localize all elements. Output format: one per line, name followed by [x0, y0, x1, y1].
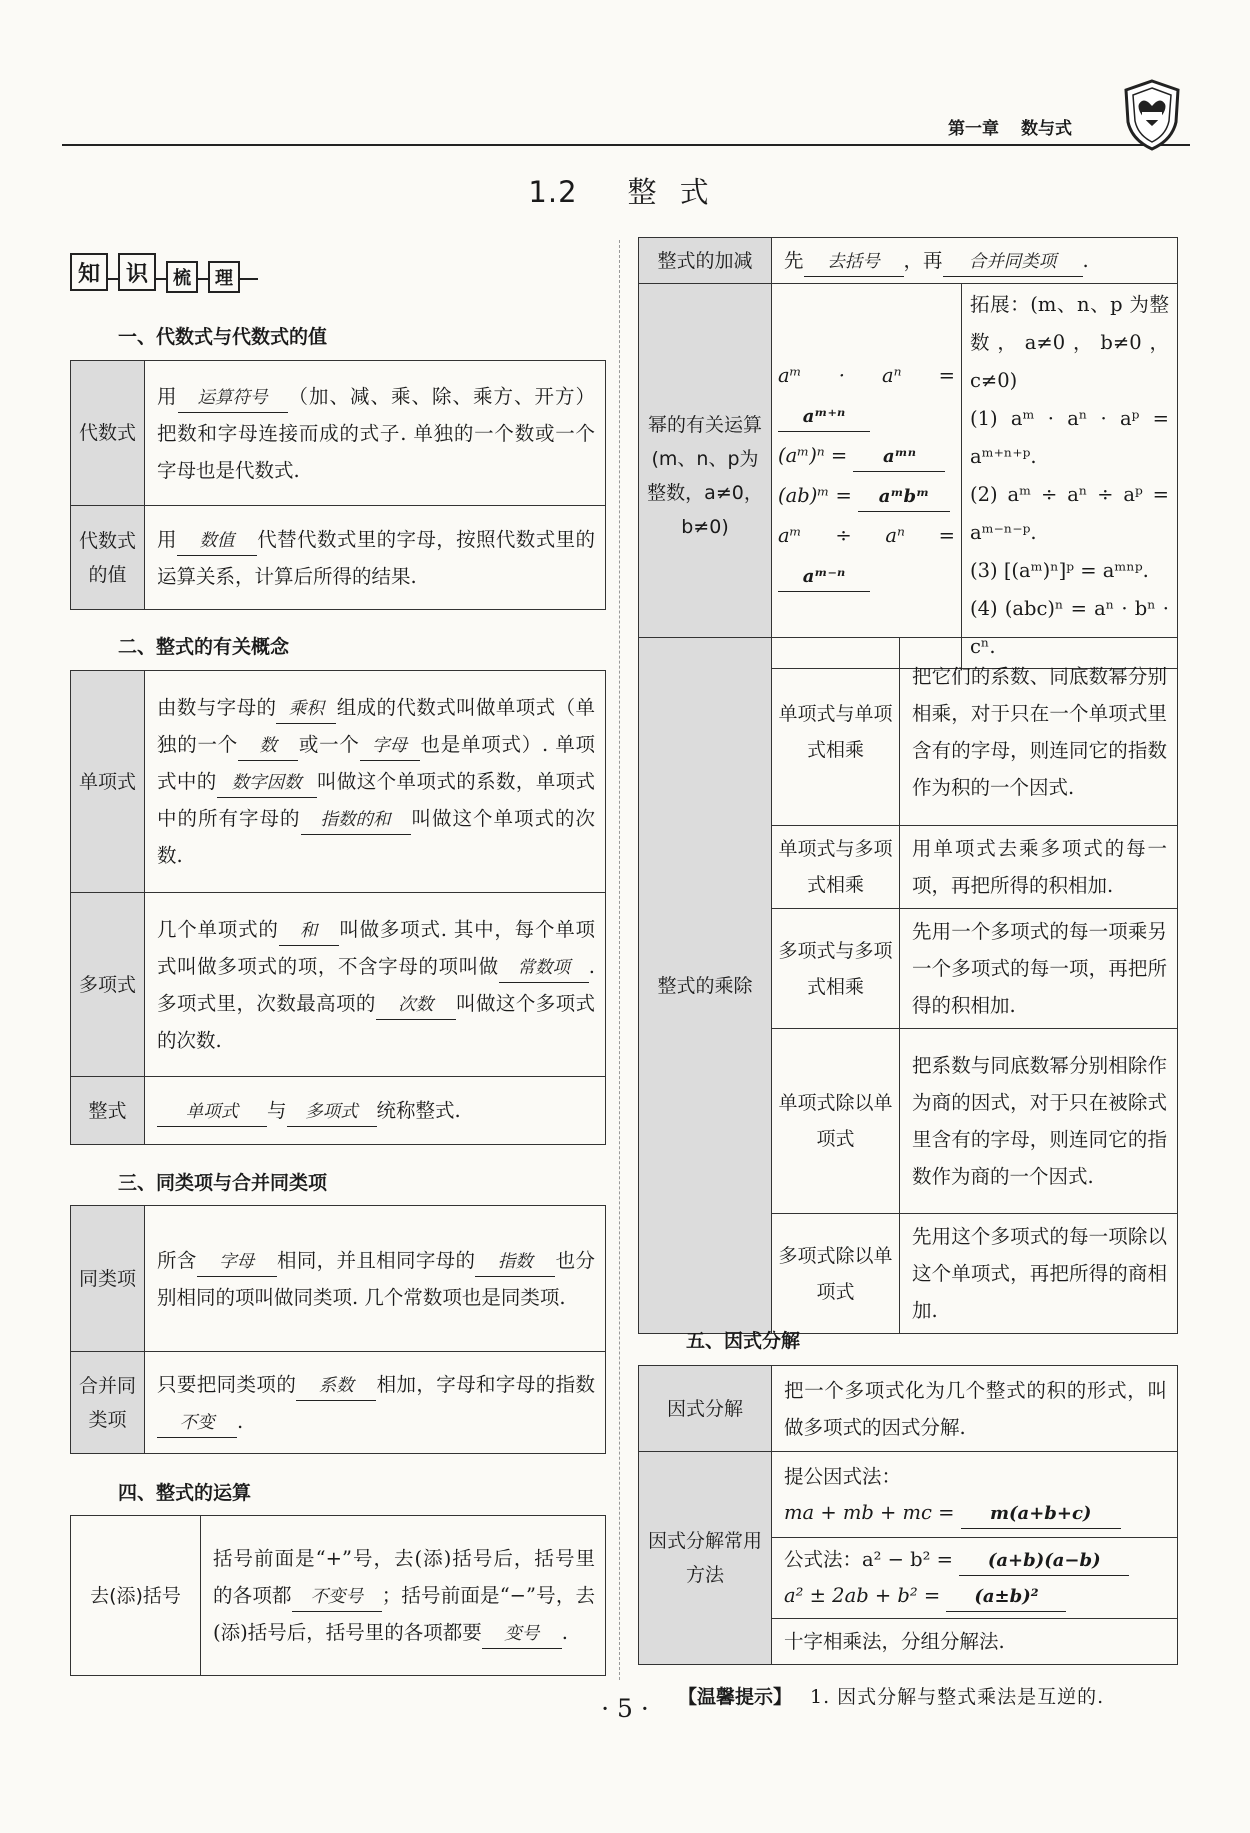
answer-blank: 数字因数 [217, 769, 317, 798]
page-header [62, 90, 1190, 146]
row-content: 所含 字母 相同，并且相同字母的 指数 也分别相同的项叫做同类项. 几个常数项也是同类项. [145, 1206, 606, 1352]
section3-heading: 三、同类项与合并同类项 [118, 1172, 328, 1194]
row-label: 去(添)括号 [71, 1516, 201, 1676]
answer-blank: 系数 [296, 1372, 376, 1401]
row-label: 多项式 [71, 893, 145, 1077]
row-content: 只要把同类项的 系数 相加，字母和字母的指数不变 . [145, 1352, 606, 1454]
section5-heading: 五、因式分解 [686, 1330, 801, 1352]
table-row [71, 671, 606, 893]
row-content: 把系数与同底数幂分别相除作为商的因式，对于只在被除式里含有的字母，则连同它的指数作为商的一个因式. [900, 1029, 1178, 1214]
column-divider [619, 240, 620, 1680]
answer-blank: 字母 [197, 1248, 277, 1277]
row-label: 整式的乘除 [639, 638, 772, 1334]
answer-blank: 指数 [475, 1248, 555, 1277]
page-title [0, 170, 1250, 211]
banner-char-1: 知 [70, 253, 108, 291]
section2-table [70, 670, 606, 1145]
answer-blank: (a+b)(a−b) [959, 1547, 1129, 1576]
answer-blank: 不变号 [292, 1583, 382, 1612]
table-row [639, 638, 1178, 826]
chapter-topic: 数与式 [1021, 119, 1072, 139]
section4-heading: 四、整式的运算 [118, 1482, 252, 1504]
row-content: 先 去括号 ，再 合并同类项 . [772, 238, 1178, 284]
method-common-factor: 提公因式法： ma + mb + mc = m(a+b+c) [772, 1452, 1178, 1538]
answer-blank: 多项式 [287, 1098, 377, 1127]
table-row [71, 361, 606, 506]
row-label: 单项式 [71, 671, 145, 893]
multiply-divide-table [638, 637, 1178, 1334]
row-content: 用 数值 代替代数式里的字母，按照代数式里的运算关系，计算后所得的结果. [145, 506, 606, 610]
section2-heading: 二、整式的有关概念 [118, 636, 290, 658]
row-content: 把一个多项式化为几个整式的积的形式，叫做多项式的因式分解. [772, 1366, 1178, 1452]
answer-blank: 乘积 [276, 695, 336, 724]
sub-label: 多项式除以单项式 [772, 1214, 900, 1334]
row-content: 先用这个多项式的每一项除以这个单项式，再把所得的商相加. [900, 1214, 1178, 1334]
answer-blank: 单项式 [157, 1098, 267, 1127]
operations-table [638, 237, 1178, 669]
table-row [639, 284, 1178, 669]
sub-label: 单项式与多项式相乘 [772, 826, 900, 909]
answer-blank: 指数的和 [301, 806, 411, 835]
section1-heading: 一、代数式与代数式的值 [118, 326, 328, 348]
table-row [71, 1516, 606, 1676]
row-label: 整式 [71, 1077, 145, 1145]
table-row [71, 1077, 606, 1145]
row-label: 代数式的值 [71, 506, 145, 610]
answer-blank: 合并同类项 [943, 248, 1083, 277]
knowledge-banner [70, 250, 258, 294]
title-char-2: 式 [679, 175, 712, 209]
banner-char-3: 梳 [166, 261, 198, 293]
chapter-heading [948, 114, 1072, 139]
page-number: · 5 · [601, 1694, 649, 1723]
row-content: 用单项式去乘多项式的每一项，再把所得的积相加. [900, 826, 1178, 909]
row-content: 几个单项式的 和 叫做多项式. 其中，每个单项式叫做多项式的项，不含字母的项叫做 常数项 . 多项式里，次数最高项的 次数 叫做这个多项式的次数. [145, 893, 606, 1077]
answer-blank: (a±b)² [946, 1583, 1066, 1612]
row-content: 先用一个多项式的每一项乘另一个多项式的每一项，再把所得的积相加. [900, 909, 1178, 1029]
table-row [71, 893, 606, 1077]
section5-table [638, 1365, 1178, 1665]
table-row [71, 506, 606, 610]
answer-blank: 字母 [360, 732, 420, 761]
table-row [639, 1366, 1178, 1452]
table-row [71, 1206, 606, 1352]
answer-blank: 不变 [157, 1409, 237, 1438]
table-row [639, 1452, 1178, 1538]
answer-blank: 次数 [376, 991, 456, 1020]
section1-table [70, 360, 606, 610]
row-label: 合并同类项 [71, 1352, 145, 1454]
row-content: 单项式 与 多项式 统称整式. [145, 1077, 606, 1145]
method-other: 十字相乘法，分组分解法. [772, 1619, 1178, 1665]
row-label: 整式的加减 [639, 238, 772, 284]
shield-logo-icon [1120, 78, 1184, 152]
section4-table [70, 1515, 606, 1676]
table-row [639, 238, 1178, 284]
row-content: 括号前面是“+”号，去(添)括号后，括号里的各项都 不变号 ；括号前面是“−”号，去(添)括号后，括号里的各项都要 变号 . [201, 1516, 606, 1676]
answer-blank: 去括号 [804, 248, 904, 277]
row-content: 把它们的系数、同底数幂分别相乘，对于只在一个单项式里含有的字母，则连同它的指数作为积的一个因式. [900, 638, 1178, 826]
answer-blank: 变号 [482, 1620, 562, 1649]
table-row [71, 1352, 606, 1454]
answer-blank: 常数项 [499, 954, 589, 983]
power-rules: aᵐ · aⁿ = aᵐ⁺ⁿ (aᵐ)ⁿ = aᵐⁿ (ab)ᵐ = aᵐbᵐ aᵐ ÷ aⁿ = aᵐ⁻ⁿ [772, 284, 962, 669]
answer-blank: aᵐⁿ [853, 443, 945, 472]
tips-label: 【温馨提示】 [678, 1686, 793, 1708]
row-label: 幂的有关运算(m、n、p为整数，a≠0，b≠0) [639, 284, 772, 669]
sub-label: 多项式与多项式相乘 [772, 909, 900, 1029]
row-label: 因式分解 [639, 1366, 772, 1452]
method-formula: 公式法：a² − b² = (a+b)(a−b) a² ± 2ab + b² = (a±b)² [772, 1538, 1178, 1619]
row-content: 用 运算符号 （加、减、乘、除、乘方、开方）把数和字母连接而成的式子. 单独的一个数或一个字母也是代数式. [145, 361, 606, 506]
chapter-number: 第一章 [948, 119, 999, 139]
row-label: 因式分解常用方法 [639, 1452, 772, 1665]
row-label: 代数式 [71, 361, 145, 506]
answer-blank: m(a+b+c) [961, 1500, 1121, 1529]
sub-label: 单项式除以单项式 [772, 1029, 900, 1214]
answer-blank: aᵐ⁻ⁿ [778, 563, 870, 592]
answer-blank: 运算符号 [178, 384, 288, 413]
answer-blank: 和 [279, 917, 339, 946]
answer-blank: aᵐbᵐ [858, 483, 950, 512]
title-char-1: 整 [627, 175, 660, 209]
title-number: 1.2 [528, 175, 578, 209]
answer-blank: 数 [238, 732, 298, 761]
section3-table [70, 1205, 606, 1454]
banner-char-4: 理 [208, 261, 240, 293]
power-extension: 拓展：(m、n、p 为整数，a≠0，b≠0，c≠0) (1) aᵐ · aⁿ · aᵖ = aᵐ⁺ⁿ⁺ᵖ. (2) aᵐ ÷ aⁿ ÷ aᵖ = aᵐ⁻ⁿ⁻ᵖ. (3) [(aᵐ)ⁿ]ᵖ = aᵐⁿᵖ. (4) (abc)ⁿ = aⁿ · bⁿ · cⁿ. [962, 284, 1178, 669]
row-content: 由数与字母的 乘积 组成的代数式叫做单项式（单独的一个 数 或一个 字母 也是单项式）. 单项式中的 数字因数 叫做这个单项式的系数，单项式中的所有字母的 指数的和 叫做这个单项式的次数. [145, 671, 606, 893]
sub-label: 单项式与单项式相乘 [772, 638, 900, 826]
answer-blank: 数值 [177, 527, 257, 556]
row-label: 同类项 [71, 1206, 145, 1352]
banner-char-2: 识 [118, 253, 156, 291]
tips-text: 1. 因式分解与整式乘法是互逆的. [810, 1686, 1105, 1708]
answer-blank: aᵐ⁺ⁿ [778, 403, 870, 432]
